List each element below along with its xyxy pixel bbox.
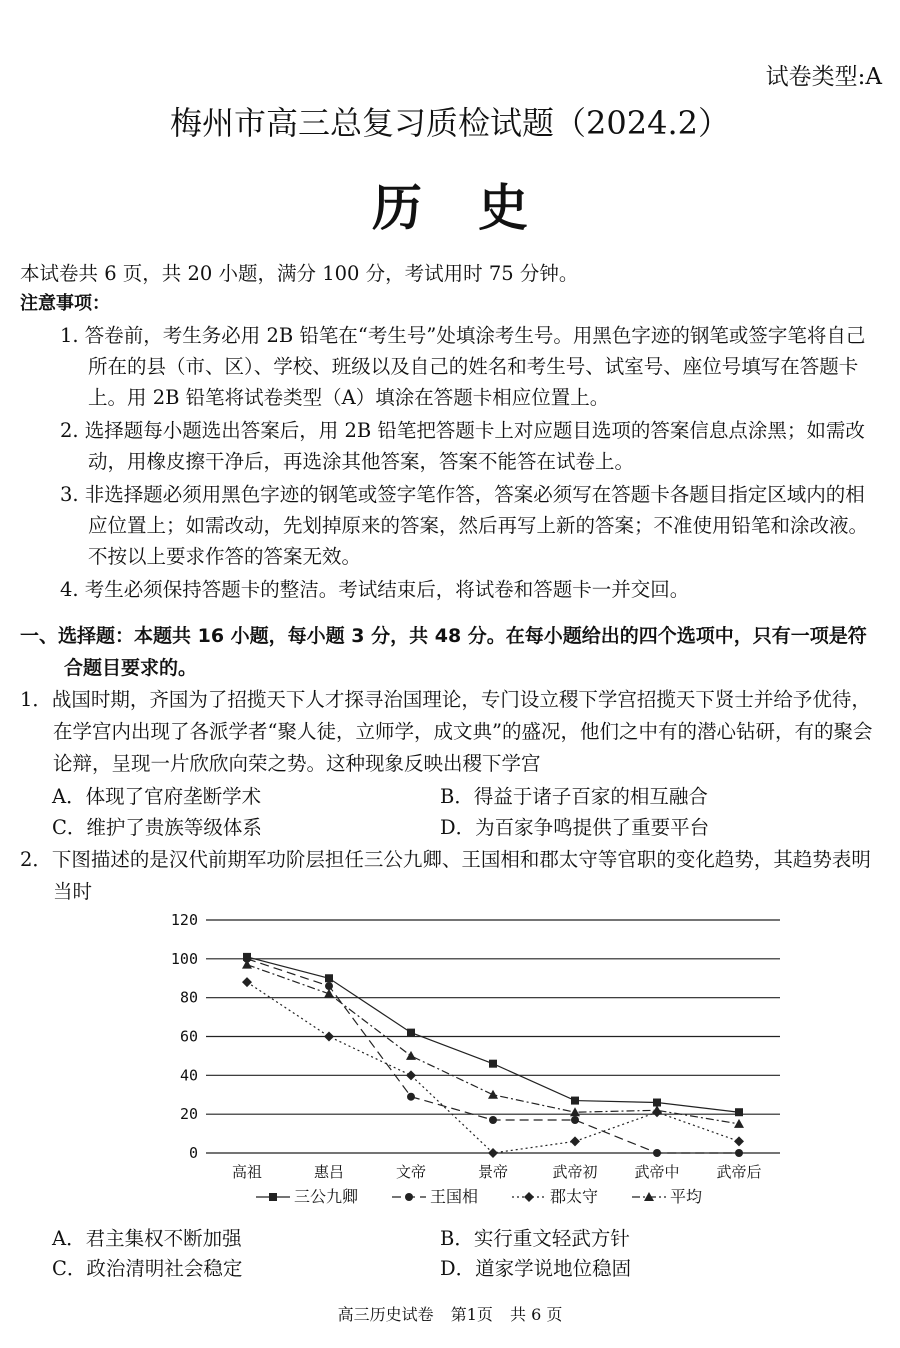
data-point <box>242 960 252 969</box>
notice-heading: 注意事项： <box>20 293 110 314</box>
data-point <box>735 1108 743 1116</box>
data-point <box>571 1097 579 1105</box>
y-tick-label: 100 <box>170 949 198 968</box>
series-line-4 <box>247 965 739 1124</box>
q1-option-b: B．得益于诸子百家的相互融合 <box>440 785 708 808</box>
q2-option-d: D．道家学说地位稳固 <box>440 1257 632 1280</box>
exam-title: 梅州市高三总复习质检试题（2024.2） <box>170 104 730 142</box>
data-point <box>488 1148 498 1158</box>
footer-total-pages: 共 6 页 <box>510 1305 563 1324</box>
data-point <box>571 1116 579 1124</box>
x-tick-label: 文帝 <box>395 1163 427 1181</box>
y-tick-label: 0 <box>188 1144 198 1162</box>
data-point <box>325 974 333 982</box>
y-tick-label: 40 <box>179 1066 198 1085</box>
x-tick-label: 武帝中 <box>634 1163 680 1181</box>
data-point <box>489 1060 497 1068</box>
legend-label: 郡太守 <box>550 1187 599 1206</box>
data-point <box>734 1119 744 1128</box>
x-tick-label: 高祖 <box>231 1163 263 1181</box>
data-point <box>324 1032 334 1042</box>
notice-list <box>60 320 880 607</box>
paper-type-label: 试卷类型:A <box>765 64 882 90</box>
x-tick-label: 景帝 <box>477 1163 509 1181</box>
x-tick-label: 武帝初 <box>552 1163 598 1181</box>
data-point <box>653 1149 661 1157</box>
trend-chart-svg <box>150 905 810 1223</box>
y-tick-label: 60 <box>179 1027 198 1046</box>
section-heading: 一、选择题：本题共 16 小题，每小题 3 分，共 48 分。在每小题给出的四个选项中，只有一项是符合题目要求的。 <box>20 625 867 679</box>
data-point <box>734 1136 744 1146</box>
notice-item: 3. 非选择题必须用黑色字迹的钢笔或签字笔作答，答案必须写在答题卡各题目指定区域内的相应位置上；如需改动，先划掉原来的答案，然后再写上新的答案；不准使用铅笔和涂改液。不按以上要求作答的答案无效。 <box>60 483 869 568</box>
legend-marker <box>524 1192 534 1202</box>
y-tick-label: 120 <box>170 911 198 929</box>
subject-title: 历史 <box>372 178 584 237</box>
question-1-stem: 1．战国时期，齐国为了招揽天下人才探寻治国理论，专门设立稷下学宫招揽天下贤士并给予优待，在学宫内出现了各派学者“聚人徒，立师学，成文典”的盛况，他们之中有的潜心钻研，有的聚会论辩，呈现一片欣欣向荣之势。这种现象反映出稷下学宫 <box>20 688 873 775</box>
data-point <box>407 1029 415 1037</box>
notice-item: 2. 选择题每小题选出答案后，用 2B 铅笔把答题卡上对应题目选项的答案信息点涂黑；如需改动，用橡皮擦干净后，再选涂其他答案，答案不能答在试卷上。 <box>60 419 865 473</box>
footer-paper-name: 高三历史试卷 <box>337 1305 434 1324</box>
series-line-1 <box>247 957 739 1112</box>
footer-page-number: 第1页 <box>450 1305 493 1324</box>
q1-option-c: C．维护了贵族等级体系 <box>52 816 262 839</box>
data-point <box>488 1090 498 1099</box>
notice-item: 4. 考生必须保持答题卡的整洁。考试结束后，将试卷和答题卡一并交回。 <box>60 578 690 601</box>
data-point <box>406 1070 416 1080</box>
page-footer <box>0 1302 900 1325</box>
data-point <box>570 1136 580 1146</box>
trend-chart <box>150 905 810 1227</box>
data-point <box>489 1116 497 1124</box>
q2-option-a: A．君主集权不断加强 <box>52 1227 242 1250</box>
y-tick-label: 80 <box>179 988 198 1007</box>
y-tick-label: 20 <box>179 1105 198 1124</box>
legend-label: 王国相 <box>430 1187 479 1206</box>
exam-intro: 本试卷共 6 页，共 20 小题，满分 100 分，考试用时 75 分钟。 <box>20 262 579 285</box>
data-point <box>570 1107 580 1116</box>
data-point <box>406 1051 416 1060</box>
q2-option-b: B．实行重文轻武方针 <box>440 1227 630 1250</box>
data-point <box>407 1093 415 1101</box>
q1-option-d: D．为百家争鸣提供了重要平台 <box>440 816 710 839</box>
x-tick-label: 武帝后 <box>716 1163 762 1181</box>
data-point <box>242 977 252 987</box>
legend-marker <box>269 1193 277 1201</box>
data-point <box>735 1149 743 1157</box>
q1-option-a: A．体现了官府垄断学术 <box>52 785 262 808</box>
legend-label: 平均 <box>670 1187 703 1206</box>
legend-label: 三公九卿 <box>294 1187 359 1206</box>
x-tick-label: 惠吕 <box>313 1163 345 1181</box>
legend-marker <box>405 1193 413 1201</box>
notice-item: 1. 答卷前，考生务必用 2B 铅笔在“考生号”处填涂考生号。用黑色字迹的钢笔或签字笔将自己所在的县（市、区）、学校、班级以及自己的姓名和考生号、试室号、座位号填写在答题卡上。用 2B 铅笔将试卷类型（A）填涂在答题卡相应位置上。 <box>60 324 866 409</box>
q2-option-c: C．政治清明社会稳定 <box>52 1257 243 1280</box>
question-2-stem: 2．下图描述的是汉代前期军功阶层担任三公九卿、王国相和郡太守等官职的变化趋势，其趋势表明当时 <box>20 848 871 903</box>
